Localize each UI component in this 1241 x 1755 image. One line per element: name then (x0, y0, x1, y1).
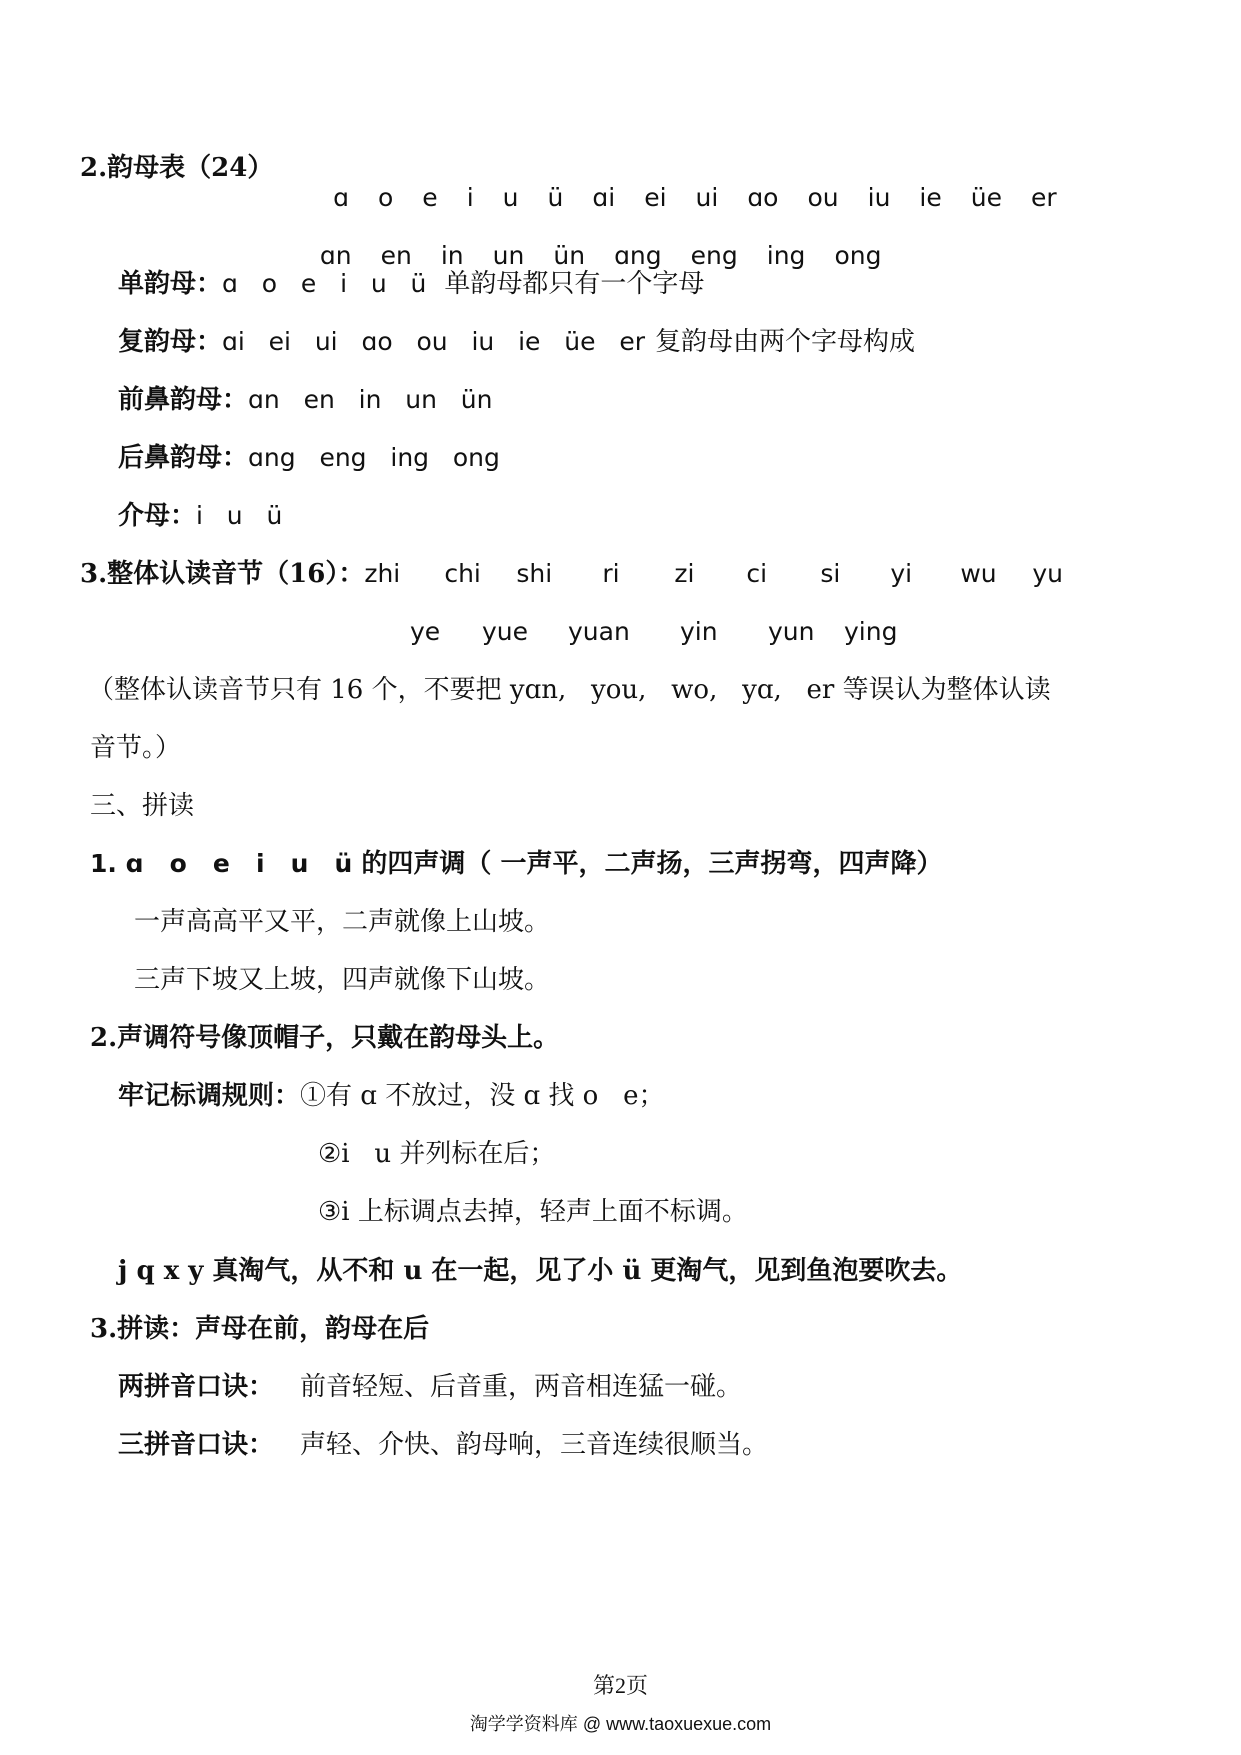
whole-syllables-row-1 (80, 559, 1063, 589)
whole-syllables-list-1 (364, 559, 1063, 589)
final: ing (766, 241, 806, 270)
tone-mark-title: 2.声调符号像顶帽子，只戴在韵母头上。 (90, 1023, 560, 1053)
syllable: yu (1032, 559, 1063, 588)
medial-label: 介母： (118, 501, 197, 531)
final: üe (970, 183, 1002, 212)
tone-rule-2: ②i u 并列标在后； (318, 1139, 556, 1169)
final: ü (547, 183, 564, 212)
final: ün (553, 241, 586, 270)
syllable: yun (768, 617, 815, 646)
final: ou (807, 183, 839, 212)
final: ɑn (319, 241, 352, 270)
back-nasal-label: 后鼻韵母： (118, 443, 249, 473)
four-tones-vowels: 1. ɑ o e i u ü (90, 849, 353, 878)
three-spell-line (118, 1430, 768, 1460)
medial-items: i u ü (196, 501, 283, 530)
finals-row-2 (304, 211, 910, 271)
site-watermark: 淘学学资料库 @ www.taoxuexue.com (469, 1714, 772, 1734)
final: ong (834, 241, 882, 270)
syllable: shi (516, 559, 553, 588)
three-spell-label: 三拼音口诀： (118, 1430, 275, 1460)
final: eng (690, 241, 738, 270)
syllable: ci (746, 559, 768, 588)
final: ei (644, 183, 667, 212)
final: ui (695, 183, 719, 212)
two-spell-text: 前音轻短、后音重，两音相连猛一碰。 (300, 1372, 743, 1402)
compound-finals-note: 复韵母由两个字母构成 (654, 327, 915, 357)
front-nasal-label: 前鼻韵母： (118, 385, 249, 415)
syllable: ri (602, 559, 620, 588)
syllable: wu (960, 559, 997, 588)
final: u (502, 183, 519, 212)
front-nasal-line (118, 385, 493, 415)
three-spell-text: 声轻、介快、韵母响，三音连续很顺当。 (300, 1430, 769, 1460)
four-tones-desc: 的四声调（ 一声平，二声扬，三声拐弯，四声降） (352, 849, 943, 879)
syllable: yue (482, 617, 529, 646)
page-number: 第2页 (592, 1673, 648, 1698)
section-heading-spelling: 三、拼读 (90, 791, 195, 821)
finals-table-title: 2.韵母表（24） (80, 153, 274, 183)
syllable: zhi (364, 559, 401, 588)
final: ɑ (333, 183, 349, 212)
final: e (422, 183, 438, 212)
two-spell-line (118, 1372, 742, 1402)
final: er (1030, 183, 1057, 212)
final: en (380, 241, 412, 270)
single-finals-items: ɑ o e i u ü (222, 269, 427, 298)
final: ie (919, 183, 942, 212)
tone-rule-3: ③i 上标调点去掉，轻声上面不标调。 (318, 1197, 748, 1227)
syllable: yuan (568, 617, 630, 646)
final: ɑo (747, 183, 779, 212)
compound-finals-items: ɑi ei ui ɑo ou iu ie üe er (222, 327, 645, 356)
four-tones-title (90, 849, 942, 879)
syllable: ying (844, 617, 898, 646)
syllable: ye (410, 617, 441, 646)
syllable: yin (680, 617, 718, 646)
back-nasal-line (118, 443, 500, 473)
tone-rhyme-1: 一声高高平又平，二声就像上山坡。 (134, 907, 551, 937)
jqxy-rhyme: j q x y 真淘气，从不和 u 在一起，见了小 ü 更淘气，见到鱼泡要吹去。 (118, 1256, 963, 1286)
tone-rule-label: 牢记标调规则： (118, 1081, 301, 1111)
tone-rule-1: ①有 ɑ 不放过，没 ɑ 找 o e； (300, 1081, 665, 1111)
whole-syllables-note-cont: 音节。） (90, 733, 182, 763)
whole-syllables-list-2 (410, 617, 897, 647)
whole-syllables-title: 3.整体认读音节（16）： (80, 559, 365, 589)
compound-finals-label: 复韵母： (118, 327, 223, 357)
syllable: chi (444, 559, 481, 588)
compound-finals-line (118, 327, 915, 357)
back-nasal-items: ɑng eng ing ong (248, 443, 500, 472)
final: iu (867, 183, 891, 212)
final: ɑng (614, 241, 662, 270)
tone-rule-line-1 (118, 1081, 664, 1111)
final: i (466, 183, 474, 212)
syllable: si (820, 559, 841, 588)
single-finals-note: 单韵母都只有一个字母 (444, 269, 705, 299)
medial-line (118, 501, 282, 531)
single-finals-label: 单韵母： (118, 269, 223, 299)
spelling-title: 3.拼读：声母在前，韵母在后 (90, 1314, 430, 1344)
syllable: yi (890, 559, 913, 588)
syllable: zi (674, 559, 695, 588)
tone-rhyme-2: 三声下坡又上坡，四声就像下山坡。 (134, 965, 551, 995)
front-nasal-items: ɑn en in un ün (248, 385, 493, 414)
final: in (440, 241, 464, 270)
final: un (492, 241, 525, 270)
two-spell-label: 两拼音口诀： (118, 1372, 275, 1402)
final: ɑi (592, 183, 616, 212)
whole-syllables-note: （整体认读音节只有 16 个，不要把 yɑn, you, wo, yɑ, er 等误认为整体认读 (88, 675, 1051, 705)
final: o (378, 183, 394, 212)
single-finals-line (118, 269, 704, 299)
